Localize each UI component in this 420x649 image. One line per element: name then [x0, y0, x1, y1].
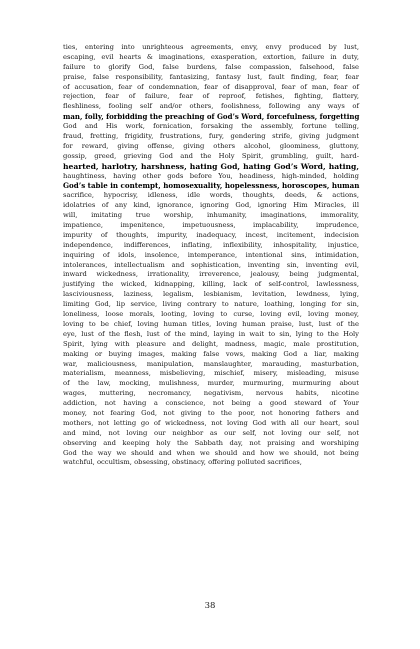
text-line: idolatries of any kind, ignorance, ignoring God, ignoring Him Miracles, ill — [63, 201, 359, 210]
text-line: will, imitating true worship, inhumanity, imaginations, immorality, — [63, 211, 359, 220]
text-line: addiction, not having a conscience, not being a good steward of Your — [63, 399, 359, 408]
text-line: failure to glorify God, false burdens, false compassion, falsehood, false — [63, 62, 359, 71]
body-text — [63, 43, 359, 468]
text-line: of the law, mocking, mulishness, murder, murmuring, murmuring about — [63, 379, 359, 388]
text-line: justifying the wicked, kidnapping, killing, lack of self-control, lawlessness, — [63, 280, 359, 289]
text-line: independence, indifferences, inflating, inflexibility, inhospitality, injustice, — [63, 240, 359, 249]
text-line: making or buying images, making false vows, making God a liar, making — [63, 349, 359, 358]
text-line: observing and keeping holy the Sabbath day, not praising and worshiping — [63, 438, 359, 447]
text-line: limiting God, lip service, living contrary to nature, loathing, longing for sin, — [63, 300, 359, 309]
text-line-bold: God’s table in contempt, homosexuality, hopelessness, horoscopes, human — [63, 181, 360, 191]
text-line: fraud, fretting, frigidity, frustrations, fury, gendering strife, giving judgment — [63, 132, 359, 141]
page-number: 38 — [204, 601, 216, 611]
text-line: eye, lust of the flesh, lust of the mind, laying in wait to sin, lying to the Holy — [63, 329, 359, 338]
text-line: loving to be chief, loving human titles, loving human praise, lust, lust of the — [63, 319, 359, 328]
text-line: mothers, not letting go of wickedness, not loving God with all our heart, soul — [63, 418, 359, 427]
text-line: sacrifice, hypocrisy, idleness, idle words, thoughts, deeds, & actions, — [63, 191, 359, 200]
text-line: wages, muttering, necromancy, negativism, nervous habits, nicotine — [63, 389, 359, 398]
text-line: inward wickedness, irrationality, irreverence, jealousy, being judgmental, — [63, 270, 359, 279]
text-line: lasciviousness, laziness, legalism, lesbianism, levitation, lewdness, lying, — [63, 290, 359, 299]
text-line: gossip, greed, grieving God and the Holy Spirit, grumbling, guilt, hard- — [63, 151, 359, 160]
text-line: rejection, fear of failure, fear of reproof, fetishes, fighting, flattery, — [63, 92, 359, 101]
text-line: of accusation, fear of condemnation, fear of disapproval, fear of man, fear of — [63, 82, 359, 91]
text-line: praise, false responsibility, fantasizing, fantasy lust, fault finding, fear, fear — [63, 72, 359, 81]
text-line: impatience, impenitence, impetuousness, implacability, imprudence, — [63, 221, 359, 230]
text-line: war, maliciousness, manipulation, manslaughter, marauding, masturbation, — [63, 359, 359, 368]
text-line: haughtiness, having other gods before You, headiness, high-minded, holding — [63, 171, 359, 180]
text-line: impurity of thoughts, impurity, inadequacy, incest, incitement, indecision — [63, 230, 359, 239]
text-line: money, not fearing God, not giving to the poor, not honoring fathers and — [63, 408, 359, 417]
text-line: ties, entering into unrighteous agreements, envy, envy produced by lust, — [63, 43, 359, 51]
text-line: materialism, meanness, misbelieving, mischief, misery, misleading, misuse — [63, 369, 359, 378]
text-line: loneliness, loose morals, looting, loving to curse, loving evil, loving money, — [63, 310, 359, 319]
text-line: fleshliness, fooling self and/or others, foolishness, following any ways of — [63, 102, 359, 111]
text-line: for reward, giving offense, giving others alcohol, gloominess, gluttony, — [63, 141, 359, 150]
text-line: watchful, occultism, obsessing, obstinacy, offering polluted sacrifices, — [63, 458, 302, 467]
text-line-bold: hearted, harlotry, harshness, hating God, hating God’s Word, hating, — [63, 161, 359, 171]
text-line: God the way we should and when we should and how we should, not being — [63, 448, 359, 457]
text-line-bold: man, folly, forbidding the preaching of God’s Word, forcefulness, forgetting — [63, 112, 360, 122]
text-line: God and His work, fornication, forsaking the assembly, fortune telling, — [63, 122, 359, 131]
text-line: Spirit, lying with pleasure and delight, madness, magic, male prostitution, — [63, 339, 359, 348]
text-line: escaping, evil hearts & imaginations, exasperation, extortion, failure in duty, — [63, 52, 359, 61]
text-line: inquiring of idols, insolence, intemperance, intentional sins, intimidation, — [63, 250, 359, 259]
text-line: and mind, not loving our neighbor as our self, not loving our self, not — [63, 428, 359, 437]
text-line: intolerances, intellectualism and sophistication, inventing sin, inventing evil, — [63, 260, 359, 269]
